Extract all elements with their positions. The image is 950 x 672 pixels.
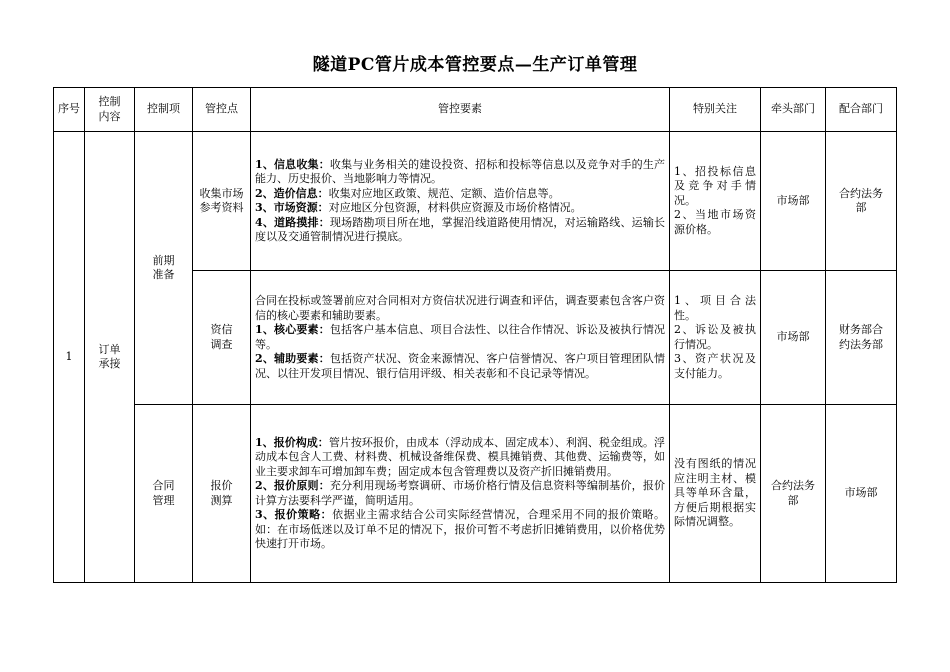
item-label-contract: 合同管理	[152, 479, 175, 507]
element-label: 1、核心要素：	[255, 323, 330, 336]
header-focus: 特别关注	[670, 88, 761, 132]
lead-label: 合约法务部	[771, 479, 815, 507]
element-paragraph	[253, 508, 667, 552]
element-text: 对应地区分包资源，材料供应资源及市场价格情况。	[328, 201, 582, 214]
page-title: 隧道PC管片成本管控要点—生产订单管理	[312, 55, 638, 75]
content-label: 订单承接	[98, 342, 121, 370]
element-paragraph	[253, 352, 667, 381]
table-row	[54, 132, 897, 271]
header-content-label: 控制内容	[98, 95, 121, 123]
elements-cell	[251, 405, 670, 583]
focus-line: 3、资产状况及支付能力。	[674, 352, 756, 380]
element-text: 收集对应地区政策、规范、定额、造价信息等。	[328, 186, 560, 200]
content-cell	[85, 132, 135, 583]
element-paragraph	[253, 479, 667, 508]
header-serial: 序号	[54, 88, 85, 132]
table-row	[54, 405, 897, 583]
element-paragraph	[253, 187, 667, 202]
element-text: 依据业主需求结合公司实际经营情况，合理采用不同的报价策略。如：在市场低迷以及订单不足的情况下，报价可暂不考虑折旧摊销费用，以价格优势快速打开市场。	[255, 508, 665, 550]
element-text: 管片按环报价，由成本（浮动成本、固定成本）、利润、税金组成。浮动成本包含人工费、材料费、机械设备维保费、模具摊销费、其他费、运输费等，如业主要求卸车可增加卸车费；固定成本包含管理费以及资产折旧摊销费用。	[255, 435, 666, 478]
element-text: 现场踏勘项目所在地，掌握沿线道路使用情况，对运输路线、运输长度以及交通管制情况进行摸底。	[255, 215, 665, 243]
focus-line: 2、当地市场资源价格。	[674, 208, 756, 236]
point-label: 报价测算	[210, 479, 233, 507]
focus-line: 没有图纸的情况应注明主材、模具等单环含量，方便后期根据实际情况调整。	[674, 457, 756, 529]
element-label: 2、报价原则：	[255, 479, 330, 492]
header-row	[54, 88, 897, 132]
element-text: 包括客户基本信息、项目合法性、以往合作情况、诉讼及被执行情况等。	[255, 323, 665, 351]
element-text: 充分利用现场考察调研、市场价格行情及信息资料等编制基价，报价计算方法要科学严谨，简明适用。	[255, 479, 665, 507]
lead-cell: 市场部	[761, 132, 826, 271]
element-label: 3、市场资源：	[255, 201, 329, 214]
point-cell: 收集市场参考资料	[193, 132, 251, 271]
assist-cell	[826, 132, 897, 271]
elements-cell	[251, 271, 670, 405]
header-item: 控制项	[135, 88, 193, 132]
header-elements: 管控要素	[251, 88, 670, 132]
focus-line: 1、招投标信息及竞争对手情况。	[674, 164, 756, 207]
assist-label: 财务部合约法务部	[839, 323, 883, 351]
element-intro: 合同在投标或签署前应对合同相对方资信状况进行调查和评估，调查要素包含客户资信的核心要素和辅助要素。	[255, 294, 665, 322]
assist-cell	[826, 271, 897, 405]
element-text: 包括资产状况、资金来源情况、客户信誉情况、客户项目管理团队情况、以往开发项目情况、银行信用评级、相关表彰和不良记录等情况。	[255, 352, 665, 380]
header-lead: 牵头部门	[761, 88, 826, 132]
element-label: 2、造价信息：	[255, 186, 329, 200]
element-label: 1、信息收集：	[255, 157, 330, 171]
element-label: 1、报价构成：	[255, 435, 329, 449]
focus-line: 1、项目合法性。	[674, 294, 756, 322]
cost-control-table	[53, 87, 897, 583]
header-content	[85, 88, 135, 132]
item-label-early: 前期准备	[152, 253, 175, 281]
point-cell	[193, 405, 251, 583]
element-label: 3、报价策略：	[255, 508, 333, 521]
item-cell-early	[135, 132, 193, 405]
elements-cell	[251, 132, 670, 271]
serial-cell: 1	[54, 132, 85, 583]
lead-cell: 市场部	[761, 271, 826, 405]
element-paragraph	[253, 201, 667, 216]
element-paragraph	[253, 323, 667, 352]
header-assist: 配合部门	[826, 88, 897, 132]
element-paragraph	[253, 216, 667, 245]
element-text: 收集与业务相关的建设投资、招标和投标等信息以及竞争对手的生产能力、历史报价、当地影响力等情况。	[255, 157, 665, 185]
header-point: 管控点	[193, 88, 251, 132]
assist-cell: 市场部	[826, 405, 897, 583]
assist-label: 合约法务部	[839, 186, 883, 214]
lead-cell	[761, 405, 826, 583]
focus-cell	[670, 132, 761, 271]
focus-cell	[670, 405, 761, 583]
element-label: 4、道路摸排：	[255, 215, 330, 229]
point-cell	[193, 271, 251, 405]
point-label: 资信调查	[210, 323, 233, 351]
focus-line: 2、诉讼及被执行情况。	[674, 323, 756, 351]
focus-cell	[670, 271, 761, 405]
element-paragraph	[253, 436, 667, 480]
element-label: 2、辅助要素：	[255, 352, 330, 365]
item-cell-contract	[135, 405, 193, 583]
element-paragraph	[253, 158, 667, 187]
